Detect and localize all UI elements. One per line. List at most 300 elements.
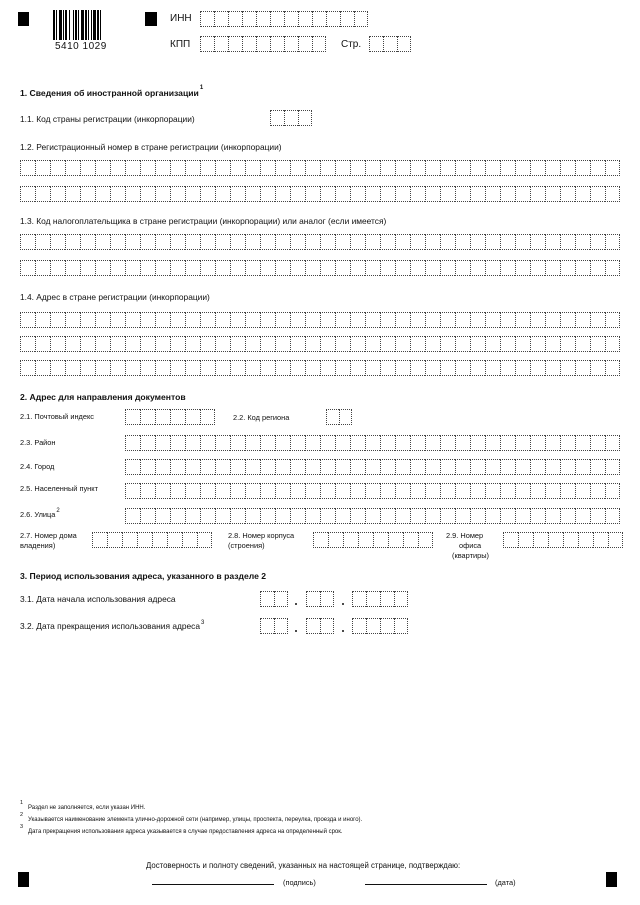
input-cell[interactable]: [485, 508, 500, 524]
input-cell[interactable]: [335, 435, 350, 451]
input-cell[interactable]: [305, 312, 320, 328]
input-cell[interactable]: [470, 459, 485, 475]
input-cell[interactable]: [140, 312, 155, 328]
input-cell[interactable]: [380, 160, 395, 176]
input-cell[interactable]: [260, 260, 275, 276]
input-cell[interactable]: [500, 508, 515, 524]
input-cell[interactable]: [275, 336, 290, 352]
input-cell[interactable]: [590, 360, 605, 376]
input-cell[interactable]: [80, 234, 95, 250]
input-cell[interactable]: [563, 532, 578, 548]
input-cell[interactable]: [395, 360, 410, 376]
postal-code-field[interactable]: [125, 409, 215, 425]
input-cell[interactable]: [275, 360, 290, 376]
input-cell[interactable]: [515, 336, 530, 352]
input-cell[interactable]: [110, 160, 125, 176]
input-cell[interactable]: [350, 435, 365, 451]
input-cell[interactable]: [275, 483, 290, 499]
input-cell[interactable]: [290, 336, 305, 352]
input-cell[interactable]: [425, 360, 440, 376]
input-cell[interactable]: [320, 260, 335, 276]
input-cell[interactable]: [298, 36, 312, 52]
input-cell[interactable]: [560, 360, 575, 376]
input-cell[interactable]: [440, 260, 455, 276]
input-cell[interactable]: [260, 160, 275, 176]
input-cell[interactable]: [200, 186, 215, 202]
input-cell[interactable]: [545, 459, 560, 475]
input-cell[interactable]: [65, 160, 80, 176]
input-cell[interactable]: [298, 110, 312, 126]
input-cell[interactable]: [560, 483, 575, 499]
end-day-field[interactable]: [260, 618, 288, 634]
input-cell[interactable]: [455, 459, 470, 475]
input-cell[interactable]: [320, 336, 335, 352]
input-cell[interactable]: [125, 160, 140, 176]
input-cell[interactable]: [230, 508, 245, 524]
input-cell[interactable]: [155, 435, 170, 451]
input-cell[interactable]: [470, 508, 485, 524]
input-cell[interactable]: [470, 336, 485, 352]
input-cell[interactable]: [350, 360, 365, 376]
input-cell[interactable]: [170, 260, 185, 276]
input-cell[interactable]: [605, 459, 620, 475]
input-cell[interactable]: [260, 459, 275, 475]
input-cell[interactable]: [65, 360, 80, 376]
input-cell[interactable]: [575, 312, 590, 328]
input-cell[interactable]: [80, 336, 95, 352]
input-cell[interactable]: [305, 435, 320, 451]
input-cell[interactable]: [200, 459, 215, 475]
input-cell[interactable]: [245, 234, 260, 250]
input-cell[interactable]: [125, 234, 140, 250]
input-cell[interactable]: [65, 336, 80, 352]
input-cell[interactable]: [137, 532, 152, 548]
input-cell[interactable]: [335, 508, 350, 524]
input-cell[interactable]: [590, 508, 605, 524]
input-cell[interactable]: [560, 508, 575, 524]
input-cell[interactable]: [185, 234, 200, 250]
input-cell[interactable]: [80, 360, 95, 376]
input-cell[interactable]: [515, 234, 530, 250]
input-cell[interactable]: [95, 160, 110, 176]
input-cell[interactable]: [455, 186, 470, 202]
input-cell[interactable]: [410, 234, 425, 250]
input-cell[interactable]: [470, 160, 485, 176]
input-cell[interactable]: [335, 336, 350, 352]
input-cell[interactable]: [410, 186, 425, 202]
input-cell[interactable]: [170, 483, 185, 499]
input-cell[interactable]: [320, 618, 334, 634]
input-cell[interactable]: [605, 360, 620, 376]
input-cell[interactable]: [440, 186, 455, 202]
input-cell[interactable]: [155, 483, 170, 499]
input-cell[interactable]: [605, 435, 620, 451]
input-cell[interactable]: [418, 532, 433, 548]
input-cell[interactable]: [410, 336, 425, 352]
input-cell[interactable]: [185, 312, 200, 328]
input-cell[interactable]: [380, 260, 395, 276]
input-cell[interactable]: [170, 234, 185, 250]
input-cell[interactable]: [260, 508, 275, 524]
input-cell[interactable]: [125, 483, 140, 499]
input-cell[interactable]: [140, 459, 155, 475]
input-cell[interactable]: [20, 260, 35, 276]
input-cell[interactable]: [185, 483, 200, 499]
input-cell[interactable]: [140, 160, 155, 176]
input-cell[interactable]: [228, 11, 242, 27]
input-cell[interactable]: [125, 260, 140, 276]
input-cell[interactable]: [485, 186, 500, 202]
input-cell[interactable]: [107, 532, 122, 548]
input-cell[interactable]: [605, 483, 620, 499]
input-cell[interactable]: [500, 336, 515, 352]
input-cell[interactable]: [298, 11, 312, 27]
input-cell[interactable]: [305, 234, 320, 250]
input-cell[interactable]: [395, 186, 410, 202]
input-cell[interactable]: [455, 234, 470, 250]
input-cell[interactable]: [170, 508, 185, 524]
input-cell[interactable]: [440, 435, 455, 451]
input-cell[interactable]: [326, 409, 339, 425]
input-cell[interactable]: [328, 532, 343, 548]
input-cell[interactable]: [20, 336, 35, 352]
input-cell[interactable]: [560, 234, 575, 250]
input-cell[interactable]: [125, 312, 140, 328]
input-cell[interactable]: [380, 336, 395, 352]
input-cell[interactable]: [65, 186, 80, 202]
input-cell[interactable]: [140, 435, 155, 451]
input-cell[interactable]: [470, 360, 485, 376]
input-cell[interactable]: [335, 312, 350, 328]
address-row-2[interactable]: [20, 336, 620, 352]
input-cell[interactable]: [593, 532, 608, 548]
input-cell[interactable]: [425, 260, 440, 276]
input-cell[interactable]: [305, 336, 320, 352]
input-cell[interactable]: [228, 36, 242, 52]
input-cell[interactable]: [485, 312, 500, 328]
input-cell[interactable]: [500, 260, 515, 276]
input-cell[interactable]: [575, 234, 590, 250]
input-cell[interactable]: [313, 532, 328, 548]
input-cell[interactable]: [290, 435, 305, 451]
input-cell[interactable]: [275, 186, 290, 202]
input-cell[interactable]: [380, 591, 394, 607]
input-cell[interactable]: [185, 260, 200, 276]
input-cell[interactable]: [340, 11, 354, 27]
input-cell[interactable]: [365, 508, 380, 524]
input-cell[interactable]: [500, 186, 515, 202]
tax-code-row-1[interactable]: [20, 234, 620, 250]
input-cell[interactable]: [245, 336, 260, 352]
input-cell[interactable]: [290, 459, 305, 475]
input-cell[interactable]: [515, 186, 530, 202]
input-cell[interactable]: [394, 591, 408, 607]
input-cell[interactable]: [245, 360, 260, 376]
input-cell[interactable]: [380, 360, 395, 376]
input-cell[interactable]: [320, 435, 335, 451]
input-cell[interactable]: [545, 360, 560, 376]
input-cell[interactable]: [530, 234, 545, 250]
input-cell[interactable]: [455, 160, 470, 176]
input-cell[interactable]: [530, 459, 545, 475]
input-cell[interactable]: [530, 336, 545, 352]
input-cell[interactable]: [515, 435, 530, 451]
input-cell[interactable]: [350, 508, 365, 524]
input-cell[interactable]: [440, 160, 455, 176]
input-cell[interactable]: [395, 160, 410, 176]
input-cell[interactable]: [470, 312, 485, 328]
input-cell[interactable]: [320, 508, 335, 524]
region-code-field[interactable]: [326, 409, 352, 425]
input-cell[interactable]: [214, 11, 228, 27]
input-cell[interactable]: [200, 160, 215, 176]
input-cell[interactable]: [200, 435, 215, 451]
input-cell[interactable]: [215, 312, 230, 328]
input-cell[interactable]: [125, 336, 140, 352]
reg-number-row-1[interactable]: [20, 160, 620, 176]
input-cell[interactable]: [500, 234, 515, 250]
input-cell[interactable]: [545, 508, 560, 524]
input-cell[interactable]: [545, 336, 560, 352]
input-cell[interactable]: [395, 234, 410, 250]
input-cell[interactable]: [200, 260, 215, 276]
input-cell[interactable]: [530, 508, 545, 524]
input-cell[interactable]: [350, 312, 365, 328]
input-cell[interactable]: [394, 618, 408, 634]
input-cell[interactable]: [122, 532, 137, 548]
input-cell[interactable]: [200, 312, 215, 328]
input-cell[interactable]: [350, 234, 365, 250]
input-cell[interactable]: [170, 409, 185, 425]
input-cell[interactable]: [80, 312, 95, 328]
input-cell[interactable]: [275, 312, 290, 328]
input-cell[interactable]: [605, 312, 620, 328]
input-cell[interactable]: [215, 360, 230, 376]
input-cell[interactable]: [140, 186, 155, 202]
input-cell[interactable]: [185, 409, 200, 425]
input-cell[interactable]: [455, 312, 470, 328]
input-cell[interactable]: [155, 260, 170, 276]
input-cell[interactable]: [320, 459, 335, 475]
input-cell[interactable]: [350, 260, 365, 276]
input-cell[interactable]: [440, 483, 455, 499]
input-cell[interactable]: [352, 618, 366, 634]
office-number-field[interactable]: [503, 532, 623, 548]
input-cell[interactable]: [350, 336, 365, 352]
input-cell[interactable]: [352, 591, 366, 607]
input-cell[interactable]: [320, 360, 335, 376]
input-cell[interactable]: [200, 336, 215, 352]
input-cell[interactable]: [515, 360, 530, 376]
input-cell[interactable]: [110, 186, 125, 202]
input-cell[interactable]: [380, 459, 395, 475]
input-cell[interactable]: [245, 483, 260, 499]
input-cell[interactable]: [380, 186, 395, 202]
input-cell[interactable]: [20, 312, 35, 328]
input-cell[interactable]: [155, 160, 170, 176]
input-cell[interactable]: [470, 234, 485, 250]
input-cell[interactable]: [335, 360, 350, 376]
input-cell[interactable]: [125, 508, 140, 524]
input-cell[interactable]: [397, 36, 411, 52]
input-cell[interactable]: [20, 360, 35, 376]
input-cell[interactable]: [155, 234, 170, 250]
input-cell[interactable]: [455, 483, 470, 499]
input-cell[interactable]: [230, 312, 245, 328]
input-cell[interactable]: [470, 260, 485, 276]
input-cell[interactable]: [503, 532, 518, 548]
input-cell[interactable]: [200, 11, 214, 27]
input-cell[interactable]: [215, 234, 230, 250]
input-cell[interactable]: [230, 260, 245, 276]
input-cell[interactable]: [140, 234, 155, 250]
input-cell[interactable]: [530, 186, 545, 202]
input-cell[interactable]: [155, 336, 170, 352]
start-year-field[interactable]: [352, 591, 408, 607]
input-cell[interactable]: [500, 483, 515, 499]
address-row-3[interactable]: [20, 360, 620, 376]
input-cell[interactable]: [20, 186, 35, 202]
input-cell[interactable]: [65, 234, 80, 250]
input-cell[interactable]: [560, 312, 575, 328]
input-cell[interactable]: [369, 36, 383, 52]
input-cell[interactable]: [290, 483, 305, 499]
input-cell[interactable]: [518, 532, 533, 548]
input-cell[interactable]: [275, 260, 290, 276]
city-field[interactable]: [125, 459, 620, 475]
input-cell[interactable]: [306, 591, 320, 607]
input-cell[interactable]: [50, 312, 65, 328]
input-cell[interactable]: [590, 336, 605, 352]
input-cell[interactable]: [275, 435, 290, 451]
input-cell[interactable]: [35, 312, 50, 328]
input-cell[interactable]: [548, 532, 563, 548]
input-cell[interactable]: [284, 110, 298, 126]
input-cell[interactable]: [20, 234, 35, 250]
input-cell[interactable]: [320, 591, 334, 607]
input-cell[interactable]: [339, 409, 352, 425]
input-cell[interactable]: [410, 508, 425, 524]
input-cell[interactable]: [260, 591, 274, 607]
input-cell[interactable]: [395, 260, 410, 276]
input-cell[interactable]: [395, 508, 410, 524]
input-cell[interactable]: [312, 11, 326, 27]
input-cell[interactable]: [425, 435, 440, 451]
input-cell[interactable]: [383, 36, 397, 52]
input-cell[interactable]: [366, 618, 380, 634]
input-cell[interactable]: [425, 483, 440, 499]
input-cell[interactable]: [110, 336, 125, 352]
input-cell[interactable]: [110, 360, 125, 376]
input-cell[interactable]: [170, 459, 185, 475]
input-cell[interactable]: [275, 508, 290, 524]
input-cell[interactable]: [110, 312, 125, 328]
input-cell[interactable]: [545, 234, 560, 250]
kpp-field[interactable]: [200, 36, 326, 52]
input-cell[interactable]: [455, 336, 470, 352]
input-cell[interactable]: [485, 360, 500, 376]
input-cell[interactable]: [335, 234, 350, 250]
input-cell[interactable]: [270, 11, 284, 27]
input-cell[interactable]: [366, 591, 380, 607]
input-cell[interactable]: [155, 360, 170, 376]
input-cell[interactable]: [320, 186, 335, 202]
input-cell[interactable]: [155, 508, 170, 524]
input-cell[interactable]: [290, 186, 305, 202]
building-number-field[interactable]: [313, 532, 433, 548]
input-cell[interactable]: [65, 260, 80, 276]
input-cell[interactable]: [590, 483, 605, 499]
input-cell[interactable]: [365, 435, 380, 451]
input-cell[interactable]: [440, 508, 455, 524]
input-cell[interactable]: [274, 591, 288, 607]
input-cell[interactable]: [485, 260, 500, 276]
input-cell[interactable]: [230, 234, 245, 250]
input-cell[interactable]: [185, 160, 200, 176]
input-cell[interactable]: [185, 508, 200, 524]
input-cell[interactable]: [515, 160, 530, 176]
input-cell[interactable]: [284, 11, 298, 27]
input-cell[interactable]: [365, 260, 380, 276]
input-cell[interactable]: [530, 160, 545, 176]
input-cell[interactable]: [425, 186, 440, 202]
input-cell[interactable]: [530, 435, 545, 451]
address-row-1[interactable]: [20, 312, 620, 328]
input-cell[interactable]: [575, 186, 590, 202]
district-field[interactable]: [125, 435, 620, 451]
input-cell[interactable]: [410, 360, 425, 376]
input-cell[interactable]: [545, 312, 560, 328]
input-cell[interactable]: [358, 532, 373, 548]
input-cell[interactable]: [590, 260, 605, 276]
input-cell[interactable]: [152, 532, 167, 548]
input-cell[interactable]: [575, 160, 590, 176]
input-cell[interactable]: [335, 483, 350, 499]
input-cell[interactable]: [485, 483, 500, 499]
input-cell[interactable]: [170, 360, 185, 376]
input-cell[interactable]: [80, 186, 95, 202]
input-cell[interactable]: [530, 260, 545, 276]
input-cell[interactable]: [343, 532, 358, 548]
input-cell[interactable]: [215, 483, 230, 499]
input-cell[interactable]: [290, 508, 305, 524]
input-cell[interactable]: [230, 160, 245, 176]
input-cell[interactable]: [312, 36, 326, 52]
input-cell[interactable]: [270, 36, 284, 52]
input-cell[interactable]: [575, 459, 590, 475]
input-cell[interactable]: [425, 312, 440, 328]
input-cell[interactable]: [578, 532, 593, 548]
input-cell[interactable]: [515, 483, 530, 499]
input-cell[interactable]: [200, 508, 215, 524]
input-cell[interactable]: [530, 312, 545, 328]
input-cell[interactable]: [380, 234, 395, 250]
input-cell[interactable]: [260, 234, 275, 250]
input-cell[interactable]: [95, 360, 110, 376]
input-cell[interactable]: [230, 336, 245, 352]
input-cell[interactable]: [455, 508, 470, 524]
input-cell[interactable]: [485, 160, 500, 176]
input-cell[interactable]: [140, 508, 155, 524]
input-cell[interactable]: [500, 459, 515, 475]
input-cell[interactable]: [365, 459, 380, 475]
input-cell[interactable]: [275, 160, 290, 176]
input-cell[interactable]: [95, 312, 110, 328]
input-cell[interactable]: [125, 459, 140, 475]
input-cell[interactable]: [125, 435, 140, 451]
input-cell[interactable]: [403, 532, 418, 548]
input-cell[interactable]: [440, 234, 455, 250]
